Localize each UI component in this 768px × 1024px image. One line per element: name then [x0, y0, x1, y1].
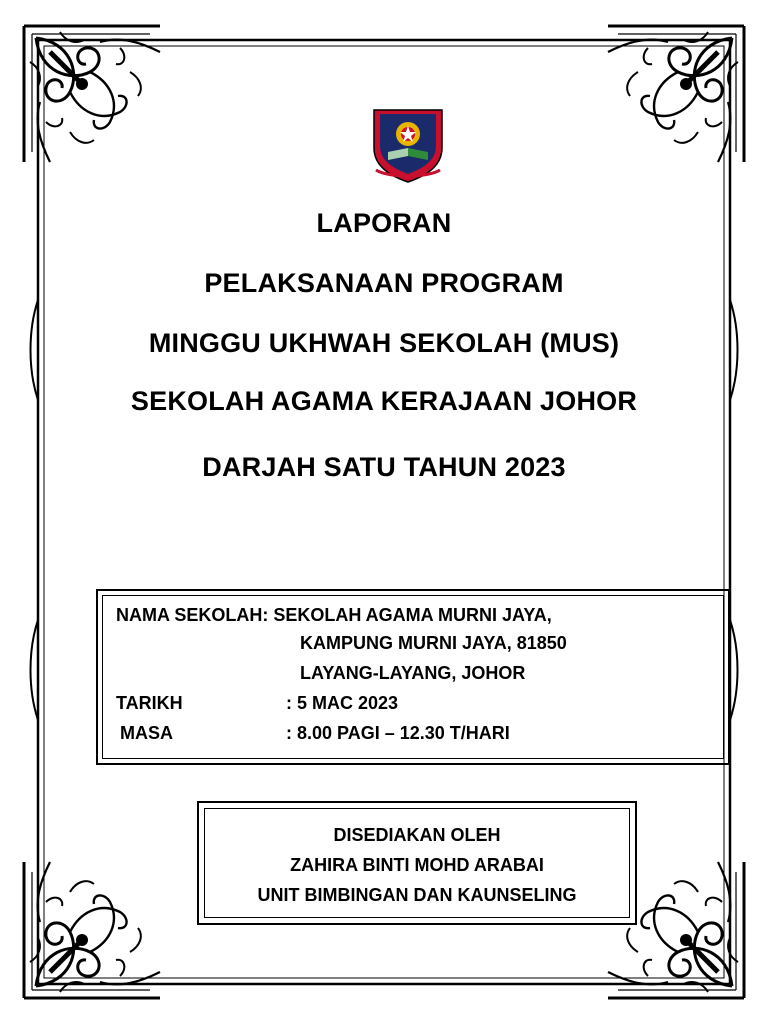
time-value: : 8.00 PAGI – 12.30 T/HARI — [286, 723, 510, 743]
time-row — [120, 723, 510, 744]
date-row — [116, 693, 398, 714]
prepared-by-name: ZAHIRA BINTI MOHD ARABAI — [290, 855, 544, 875]
school-crest-icon — [368, 104, 448, 184]
title-mus: MINGGU UKHWAH SEKOLAH (MUS) — [148, 328, 620, 358]
prepared-by-box — [197, 801, 637, 925]
prepared-by-unit: UNIT BIMBINGAN DAN KAUNSELING — [257, 885, 577, 905]
school-info-box — [96, 589, 730, 765]
prepared-by-heading: DISEDIAKAN OLEH — [333, 825, 501, 845]
title-school-body: SEKOLAH AGAMA KERAJAAN JOHOR — [130, 386, 638, 416]
school-name-value: SEKOLAH AGAMA MURNI JAYA, — [273, 605, 552, 625]
title-program: PELAKSANAAN PROGRAM — [204, 268, 564, 298]
title-class-year: DARJAH SATU TAHUN 2023 — [202, 452, 566, 482]
time-label: MASA — [120, 723, 173, 743]
date-value: : 5 MAC 2023 — [286, 693, 399, 713]
school-address-line1: KAMPUNG MURNI JAYA, 81850 — [300, 633, 567, 653]
school-name-label: NAMA SEKOLAH: — [116, 605, 269, 625]
title-laporan: LAPORAN — [316, 208, 452, 238]
school-name-row — [116, 605, 552, 626]
date-label: TARIKH — [116, 693, 183, 713]
school-address-line2: LAYANG-LAYANG, JOHOR — [300, 663, 526, 683]
